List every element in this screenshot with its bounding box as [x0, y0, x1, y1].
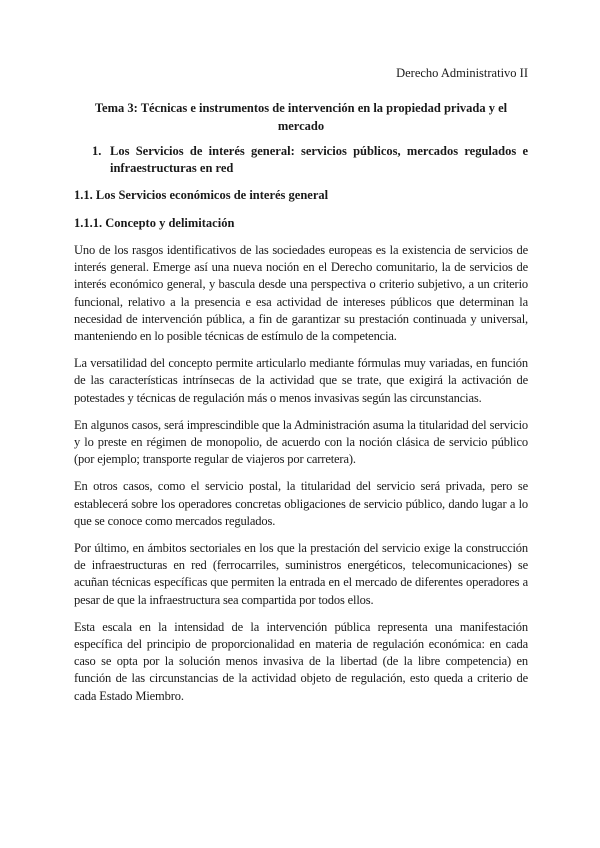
paragraph: En algunos casos, será imprescindible que la Administración asuma la titularidad del servicio y lo preste en régimen de monopolio, de acuerdo con la noción clásica de servicio público (por ejemplo; transporte regular de viajeros por carretera).	[74, 417, 528, 467]
paragraph: Por último, en ámbitos sectoriales en los que la prestación del servicio exige la construcción de infraestructuras en red (ferrocarriles, suministros energéticos, telecomunicaciones) se acuñan técnicas específicas que permiten la entrada en el mercado de diferentes operadores a pesar de que la infraestructura sea compartida por todos ellos.	[74, 541, 528, 607]
document-title: Tema 3: Técnicas e instrumentos de intervención en la propiedad privada y el mercado	[94, 101, 508, 133]
subsection-heading: 1.1. Los Servicios económicos de interés general	[74, 188, 329, 202]
section-title: Los Servicios de interés general: servicios públicos, mercados regulados e infraestructuras en red	[110, 144, 528, 175]
subsubsection-heading: 1.1.1. Concepto y delimitación	[74, 216, 235, 230]
paragraph: Esta escala en la intensidad de la intervención pública representa una manifestación específica del principio de proporcionalidad en materia de regulación económica: en cada caso se opta por la solución menos invasiva de la libertad (de la libre competencia) en función de las circunstancias de la actividad objeto de regulación, esto queda a criterio de cada Estado Miembro.	[74, 619, 528, 703]
course-header: Derecho Administrativo II	[396, 66, 528, 80]
section-number: 1.	[92, 144, 102, 158]
section-heading	[92, 143, 528, 177]
paragraph: Uno de los rasgos identificativos de las sociedades europeas es la existencia de servicios de interés general. Emerge así una nueva noción en el Derecho comunitario, la de servicios de interés económico general, y bascula desde una perspectiva o criterio subjetivo, a un criterio funcional, relativo a la presencia e esa actividad de intereses públicos que determinan la necesidad de intervención pública, a fin de garantizar su prestación continuada y universal, manteniendo en lo posible técnicas de estímulo de la competencia.	[74, 243, 528, 344]
paragraph: En otros casos, como el servicio postal, la titularidad del servicio será privada, pero se establecerá sobre los operadores concretas obligaciones de servicio público, dando lugar a lo que se conoce como mercados regulados.	[74, 479, 528, 528]
document-page	[74, 64, 528, 715]
paragraph: La versatilidad del concepto permite articularlo mediante fórmulas muy variadas, en función de las características intrínsecas de la actividad que se trate, que exigirá la activación de potestades y técnicas de regulación más o menos invasivas según las circunstancias.	[74, 356, 528, 405]
